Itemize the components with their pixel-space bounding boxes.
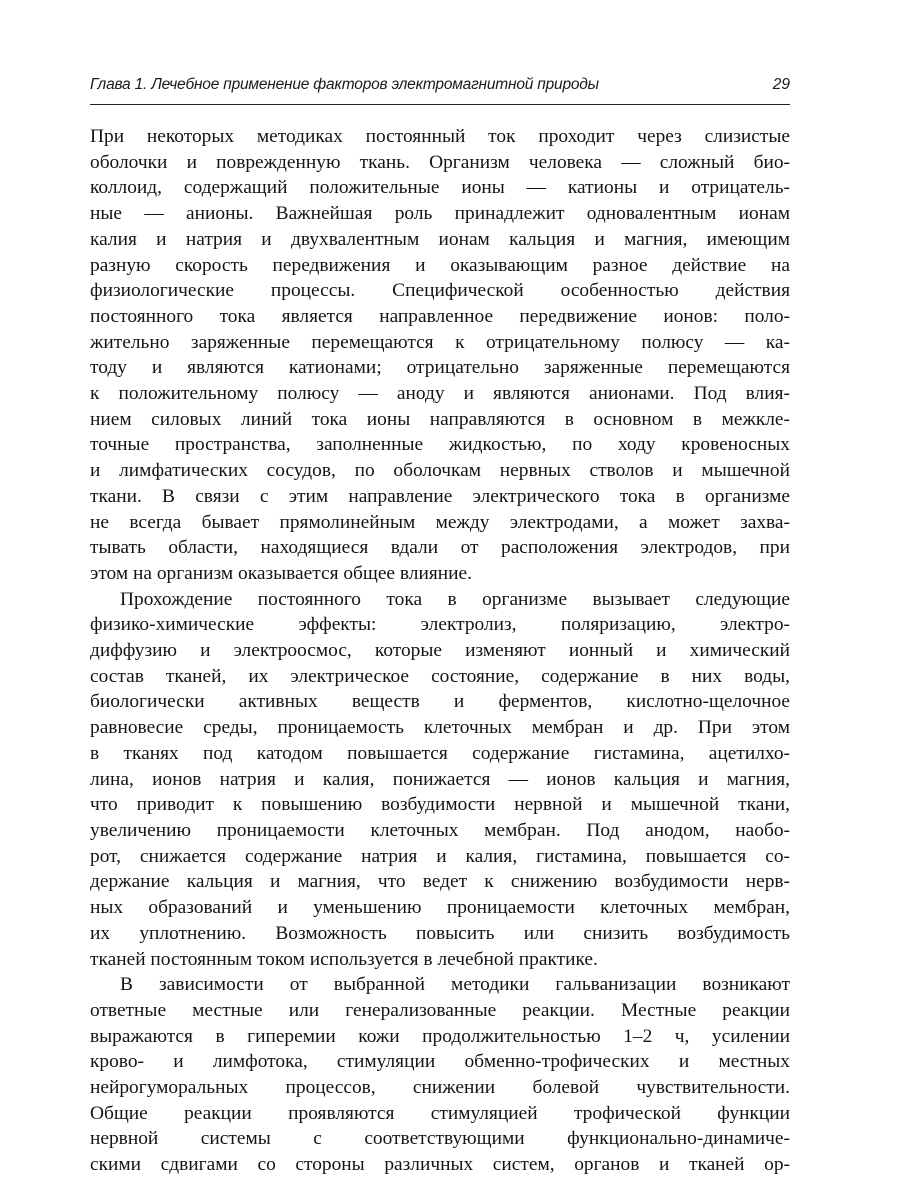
text-line: ных образований и уменьшению проницаемости клеточных мембран, — [90, 897, 790, 919]
text-line: нейрогуморальных процессов, снижении болевой чувствительности. — [90, 1077, 790, 1099]
text-line: Общие реакции проявляются стимуляцией трофической функции — [90, 1102, 790, 1124]
paragraph-3 — [90, 972, 790, 1178]
text-line: рот, снижается содержание натрия и калия, гистамина, повышается со- — [90, 845, 790, 867]
text-line: к положительному полюсу — аноду и являются анионами. Под влия- — [90, 383, 790, 405]
paragraph-1 — [90, 124, 790, 587]
text-line: что приводит к повышению возбудимости нервной и мышечной ткани, — [90, 794, 790, 816]
text-line: в тканях под катодом повышается содержание гистамина, ацетилхо- — [90, 742, 790, 764]
text-line: При некоторых методиках постоянный ток проходит через слизистые — [90, 126, 790, 147]
text-line: увеличению проницаемости клеточных мембран. Под анодом, наобо- — [90, 819, 790, 841]
text-line: их уплотнению. Возможность повысить или снизить возбудимость — [90, 922, 790, 944]
text-line: держание кальция и магния, что ведет к снижению возбудимости нерв- — [90, 871, 790, 893]
text-line: не всегда бывает прямолинейным между электродами, а может захва- — [90, 511, 790, 533]
text-line: жительно заряженные перемещаются к отрицательному полюсу — ка- — [90, 331, 790, 353]
text-line: и лимфатических сосудов, по оболочкам нервных стволов и мышечной — [90, 460, 790, 482]
page-number: 29 — [772, 76, 790, 93]
text-line: этом на организм оказывается общее влияние. — [90, 562, 472, 584]
text-line: биологически активных веществ и ферментов, кислотно-щелочное — [90, 691, 790, 713]
text-line: тоду и являются катионами; отрицательно заряженные перемещаются — [90, 357, 790, 379]
text-line: тканей постоянным током используется в лечебной практике. — [90, 948, 598, 970]
text-line: нервной системы с соответствующими функционально-динамиче- — [90, 1128, 790, 1150]
text-line: В зависимости от выбранной методики гальванизации возникают — [120, 974, 790, 996]
text-line: разную скорость передвижения и оказывающим разное действие на — [90, 254, 790, 276]
body-text — [90, 124, 790, 1178]
text-line: коллоид, содержащий положительные ионы — катионы и отрицатель- — [90, 177, 790, 199]
text-line: физико-химические эффекты: электролиз, поляризацию, электро- — [90, 614, 790, 636]
text-line: ные — анионы. Важнейшая роль принадлежит одновалентным ионам — [90, 203, 790, 225]
text-line: крово- и лимфотока, стимуляции обменно-трофических и местных — [90, 1051, 790, 1073]
text-line: лина, ионов натрия и калия, понижается — ионов кальция и магния, — [90, 768, 790, 790]
text-line: равновесие среды, проницаемость клеточных мембран и др. При этом — [90, 717, 790, 739]
text-line: точные пространства, заполненные жидкостью, по ходу кровеносных — [90, 434, 790, 456]
text-line: постоянного тока является направленное передвижение ионов: поло- — [90, 305, 790, 327]
text-line: тывать области, находящиеся вдали от расположения электродов, при — [90, 537, 790, 559]
text-line: ответные местные или генерализованные реакции. Местные реакции — [90, 999, 790, 1021]
text-line: ткани. В связи с этим направление электрического тока в организме — [90, 485, 790, 507]
text-line: физиологические процессы. Специфической особенностью действия — [90, 280, 790, 302]
text-line: оболочки и поврежденную ткань. Организм человека — сложный био- — [90, 151, 790, 173]
header-divider — [90, 104, 790, 105]
text-line: скими сдвигами со стороны различных систем, органов и тканей ор- — [90, 1154, 790, 1176]
text-line: диффузию и электроосмос, которые изменяют ионный и химический — [90, 640, 790, 662]
chapter-title: Глава 1. Лечебное применение факторов электромагнитной природы — [90, 76, 599, 93]
text-line: выражаются в гиперемии кожи продолжительностью 1–2 ч, усилении — [90, 1025, 790, 1047]
text-line: нием силовых линий тока ионы направляются в основном в межкле- — [90, 408, 790, 430]
text-line: Прохождение постоянного тока в организме вызывает следующие — [120, 588, 790, 610]
text-line: состав тканей, их электрическое состояние, содержание в них воды, — [90, 665, 790, 687]
running-header — [90, 76, 790, 100]
text-line: калия и натрия и двухвалентным ионам кальция и магния, имеющим — [90, 228, 790, 250]
paragraph-2 — [90, 587, 790, 973]
